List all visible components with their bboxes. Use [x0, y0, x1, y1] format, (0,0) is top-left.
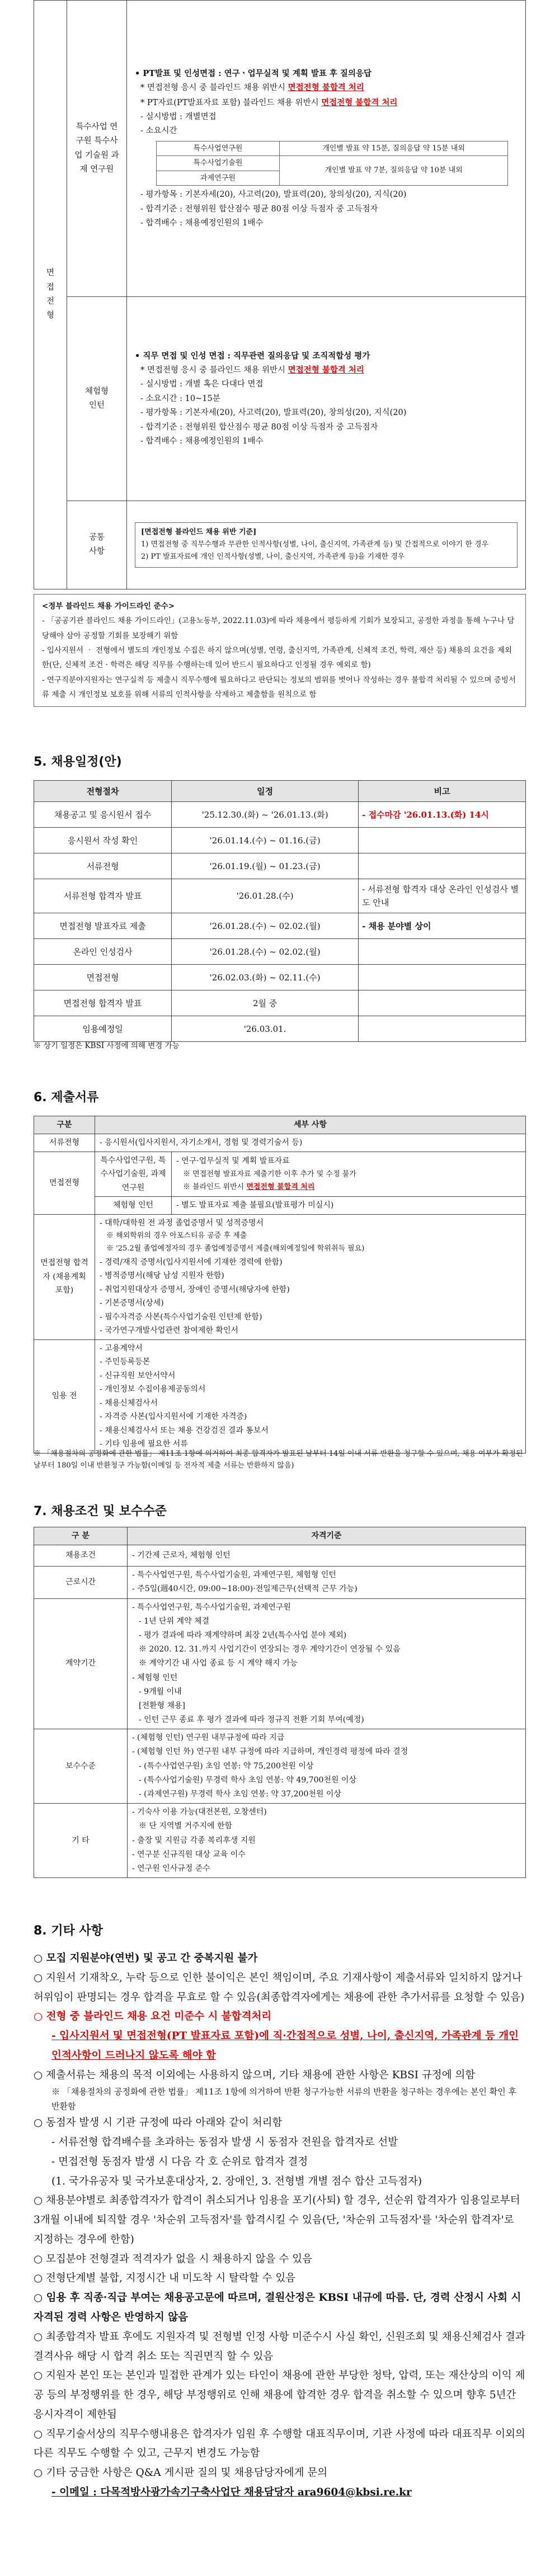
schedule-table: 전형절차 일정 비고 채용공고 및 응시원서 접수 '25.12.30.(화) ~ '26.01.13.(화) - 접수마감 '26.01.13.(화) 14시 응시원서 작성 확인 '26.01.14.(수) ~ 01.16.(금) 서류전형 '26.01.19.(월) ~ 01.23.(금) 서류전형 합격자 발표 '26.01.28.(수) - 서류전형 합격자 대상 온라인 인성검사 별도 안내 면접전형 발표자료 제출 '26.01.28.(수) ~ 02.02.(월) - 채용 분야별 상이 온라인 인성검사 '26.01.28.(수) ~ 02.02.(월) 면접전형 '26.02.03.(화) ~ 02.11.(수) 면접전형 합격자 발표 2월 중 임용예정일 '26.03.01.	[34, 780, 526, 1042]
note-item: - 입사지원서 및 면접전형(PT 발표자료 포함)에 직·간접적으로 성별, 나이, 출신지역, 가족관계 등 개인 인적사항이 드러나지 않도록 해야 함	[51, 2030, 519, 2061]
interview-table	[34, 0, 526, 589]
note-item: (1. 국가유공자 및 국가보훈대상자, 2. 장애인, 3. 전형별 개별 점수 합산 고득점자)	[51, 2175, 422, 2187]
section-7-title: 7. 채용조건 및 보수수준	[34, 1504, 167, 1518]
note-item: ○ 채용분야별로 최종합격자가 합격이 취소되거나 임용을 포기(사퇴) 할 경우, 선순위 합격자가 임용일로부터 3개월 이내에 퇴직할 경우 '차순위 고득점자'를 합격시킬 수 있음(단, '차순위 고득점자'를 '차순위 합격자'로 지정하는 경우에 한함)	[34, 2195, 520, 2245]
schedule-footnote: ※ 상기 일정은 KBSI 사정에 의해 변경 가능	[34, 1041, 180, 1050]
row-intern-content: • 직무 면접 및 인성 면접 : 직무관련 질의응답 및 조직적합성 평가 * 면접전형 응시 중 블라인드 채용 위반시 면접전형 불합격 처리 - 실시방법 : 개별 혹은 다대다 면접 - 소요시간 : 10~15분 - 평가항목 : 기본자세(20), 사고력(20), 발표력(20), 창의성(20), 지식(20) - 합격기준 : 전형위원 합산점수 평균 80점 이상 득점자 중 고득점자 - 합격배수 : 채용예정인원의 1배수	[127, 297, 526, 501]
note-item: ※ 「채용절차의 공정화에 관한 법률」 제11조 1항에 의거하여 반환 청구가능한 서류의 반환을 청구하는 경우에는 본인 확인 후 반환함	[51, 2087, 516, 2111]
note-item: - 면접전형 동점자 발생 시 다음 각 호 순위로 합격자 결정	[51, 2155, 308, 2168]
note-item: ○ 최종합격자 발표 후에도 지원자격 및 전형별 인정 사항 미준수시 사실 확인, 신원조회 및 채용신체검사 결과 결격사유 해당 시 합격 취소 또는 직권면직 할 수 있음	[34, 2330, 525, 2362]
row-intern-label: 체험형 인턴	[67, 297, 127, 501]
documents-footnote: ※ 「채용절차의 공정화에 관한 법률」 제11조 1항에 의거하여 최종 합격자가 발표된 날부터 14일 이내 서류 반환을 청구할 수 있으며, 채용 여부가 확정된 날부터 180일 이내 반환청구 가능함(이메일 등 전자적 제출 서류는 반환하지 않음)	[34, 1450, 523, 1470]
note-item: ○ 제출서류는 채용의 목적 이외에는 사용하지 않으며, 기타 채용에 관한 사항은 KBSI 규정에 의함	[34, 2069, 476, 2081]
note-item: ○ 임용 후 직종·직급 부여는 채용공고문에 따르며, 결원산정은 KBSI 내규에 따름. 단, 경력 산정시 사회 시 자격된 경력 사항은 반영하지 않음	[34, 2292, 521, 2324]
note-item: ○ 동점자 발생 시 기관 규정에 따라 아래와 같이 처리함	[34, 2117, 283, 2129]
group-label: 면접전형	[34, 1, 67, 589]
duration-table: 특수사업연구원 개인별 발표 약 15분, 질의응답 약 15분 내외 특수사업기술원 개인별 발표 약 7분, 질의응답 약 10분 내외 과제연구원	[156, 141, 508, 186]
row-special-label: 특수사업 연구원 특수사업 기술원 과제 연구원	[67, 1, 127, 297]
note-item: ○ 모집 지원분야(연번) 및 공고 간 중복지원 불가	[34, 1952, 258, 1964]
conditions-table: 구 분 자격기준 채용조건 - 기간제 근로자, 체험형 인턴 근로시간 - 특수사업연구원, 특수사업기술원, 과제연구원, 체험형 인턴 - 주5일(週40시간, 09:00~18:00)·전일제근무(선택적 근무 가능) 계약기간 - 특수사업연구원, 특수사업기술원, 과제연구원 - 1년 단위 계약 체결 - 평가 결과에 따라 재계약하며 최장 2년(특수사업 분야 제외) ※ 2020. 12. 31.까지 사업기간이 연장되는 경우 계약기간이 연장될 수 있음 ※ 계약기간 내 사업 종료 등 시 계약 해지 가능 - 체험형 인턴 - 9개월 이내 [전환형 채용] - 인턴 근무 종료 후 평가 결과에 따라 정규직 전환 기회 부여(예정) 보수수준 - (체험형 인턴) 연구원 내부규정에 따라 지급 - (체험형 인턴 外) 연구원 내부 규정에 따라 지급하며, 개인경력 평정에 따라 결정 - (특수사업연구원) 초임 연봉: 약 75,200천원 이상 - (특수사업기술원) 무경력 학사 초임 연봉: 약 49,700천원 이상 - (과제연구원) 무경력 학사 초임 연봉: 약 37,200천원 이상 기 타 - 기숙사 이용 가능(대전본원, 오창센터) ※ 단 지역별 거주지에 한함 - 출장 및 지원금 각종 복리후생 지원 - 연구분 신규직원 대상 교육 이수 - 연구원 인사규정 준수	[34, 1527, 526, 1878]
section-6-title: 6. 제출서류	[34, 1091, 99, 1105]
note-item: ○ 지원자 본인 또는 본인과 밀접한 관계가 있는 타인이 채용에 관한 부당한 청탁, 압력, 또는 재산상의 이익 제공 등의 부정행위를 한 경우, 해당 부정행위로 인해 채용에 합격한 경우 합격을 취소할 수 있으며 향후 5년간 응시자격이 제한됨	[34, 2370, 525, 2421]
note-item: ○ 모집분야 전형결과 적격자가 없을 시 채용하지 않을 수 있음	[34, 2253, 312, 2265]
note-item: - 서류전형 합격배수를 초과하는 동점자 발생 시 동점자 전원을 합격자로 선발	[51, 2136, 398, 2149]
other-notes	[34, 1949, 526, 2503]
contact-email[interactable]: - 이메일 : 다목적방사광가속기구축사업단 채용담당자 ara9604@kbsi.re.kr	[51, 2486, 412, 2498]
row-common-label: 공통 사항	[67, 501, 127, 589]
row-special-content: • PT발표 및 인성면접 : 연구ㆍ업무실적 및 계획 발표 후 질의응답 * 면접전형 응시 중 블라인드 채용 위반시 면접전형 불합격 처리 * PT자료(PT발표자료 포함) 블라인드 채용 위반시 면접전형 불합격 처리 - 실시방법 : 개별면접 - 소요시간 특수사업연구원 개인별 발표 약 15분, 질의응답 약 15분 내외 특수사업기술원 개인별 발표 약 7분, 질의응답 약 10분 내외 과제연구원 - 평가항목 : 기본자세(20), 사고력(20), 발표력(20), 창의성(20), 지식(20) - 합격기준 : 전형위원 합산점수 평균 80점 이상 득점자 중 고득점자 - 합격배수 : 채용예정인원의 1배수	[127, 1, 526, 297]
note-item: ○ 전형단계별 불합, 지정시간 내 미도착 시 탈락할 수 있음	[34, 2272, 296, 2285]
section-8-title: 8. 기타 사항	[34, 1924, 103, 1938]
note-item: ○ 직무기술서상의 직무수행내용은 합격자가 임원 후 수행할 대표직무이며, 기관 사정에 따라 대표직무 이외의 다른 직무도 수행할 수 있고, 근무지 변경도 가능함	[34, 2428, 525, 2460]
note-item: ○ 지원서 기재착오, 누락 등으로 인한 불이익은 본인 책임이며, 주요 기재사항이 제출서류와 일치하지 않거나 허위임이 판명되는 경우 합격을 무효로 할 수 있음(최종합격자에게는 채용에 관한 추가서류를 요청할 수 있음)	[34, 1971, 525, 2003]
section-5-title: 5. 채용일정(안)	[34, 755, 122, 769]
row-common-content: [면접전형 블라인드 채용 위반 기준] 1) 면접전형 중 직무수행과 무관한 인적사항(성별, 나이, 출신지역, 가족관계 등) 및 간접적으로 이야기 한 경우 2) PT 발표자료에 개인 인적사항(성별, 나이, 출신지역, 가족관계 등)을 기재한 경우	[127, 501, 526, 589]
note-item: ○ 기타 궁금한 사항은 Q&A 게시판 질의 및 채용담당자에게 문의	[34, 2467, 328, 2479]
blind-guideline-box: <정부 블라인드 채용 가이드라인 준수> - 「공공기관 블라인드 채용 가이드라인」(고용노동부, 2022.11.03)에 따라 채용에서 평등하게 기회가 보장되고, 공정한 과정을 통해 누구나 담당해야 삼아 공정할 기회를 보장해기 위함 - 입사지원서 ‧ 전형에서 별도의 개인정보 수집은 하지 않으며(성별, 연령, 출신지역, 가족관계, 신체적 조건, 학력, 재산 등) 채용의 요건을 제외한(단, 신체적 조건 · 학력은 해당 직무를 수행하는데 있어 반드시 필요하다고 인정될 경우 예외로 함) - 연구직분야지원자는 연구실적 등 제출시 직무수행에 필요하다고 판단되는 정보의 범위를 벗어나 작성하는 경우 불합격 처리될 수 있으며 증빙서류 제출 시 개인정보 보호를 위해 서류의 인적사항을 삭제하고 제출함을 원칙으로 함	[34, 594, 526, 707]
documents-table: 구분 세부 사항 서류전형 - 응시원서(입사지원서, 자기소개서, 경험 및 경력기술서 등) 면접전형 특수사업연구원, 특수사업기술원, 과제연구원 - 연구·업무실적 및 계획 발표자료 ※ 면접전형 발표자료 제출기한 이후 추가 및 수정 불가 ※ 블라인드 위반시 면접전형 불합격 처리 체험형 인턴 - 별도 발표자료 제출 불필요(발표평가 미실시) 면접전형 합격자 (채용계획 포함) - 대학/대학원 전 과정 졸업증명서 및 성적증명서 ※ 해외학위의 경우 아포스티유 공증 후 제출 ※ '25.2월 졸업예정자의 경우 졸업예정증명서 제출(해외예정일에 학위취득 필요) - 경력/재직 증명서(입사지원서에 기재한 경력에 한함) - 병적증명서(해당 남성 지원자 한함) - 취업지원대상자 증명서, 장애인 증명서(해당자에 한함) - 기본증명서(상세) - 필수자격증 사본(특수사업기술원 인턴제 한함) - 국가연구개발사업관련 참여제한 확인서 임용 전 - 고용계약서 - 주민등록등본 - 신규직원 보안서약서 - 개인정보 수집이용제공동의서 - 채용신체검사서 - 자격증 사본(입사지원서에 기재한 자격증) - 채용신체검사서 또는 채용 건강검진 결과 통보서 - 기타 임용에 필요한 서류	[34, 1116, 526, 1454]
note-item: ○ 전형 중 블라인드 채용 요건 미준수 시 불합격처리	[34, 2011, 272, 2023]
